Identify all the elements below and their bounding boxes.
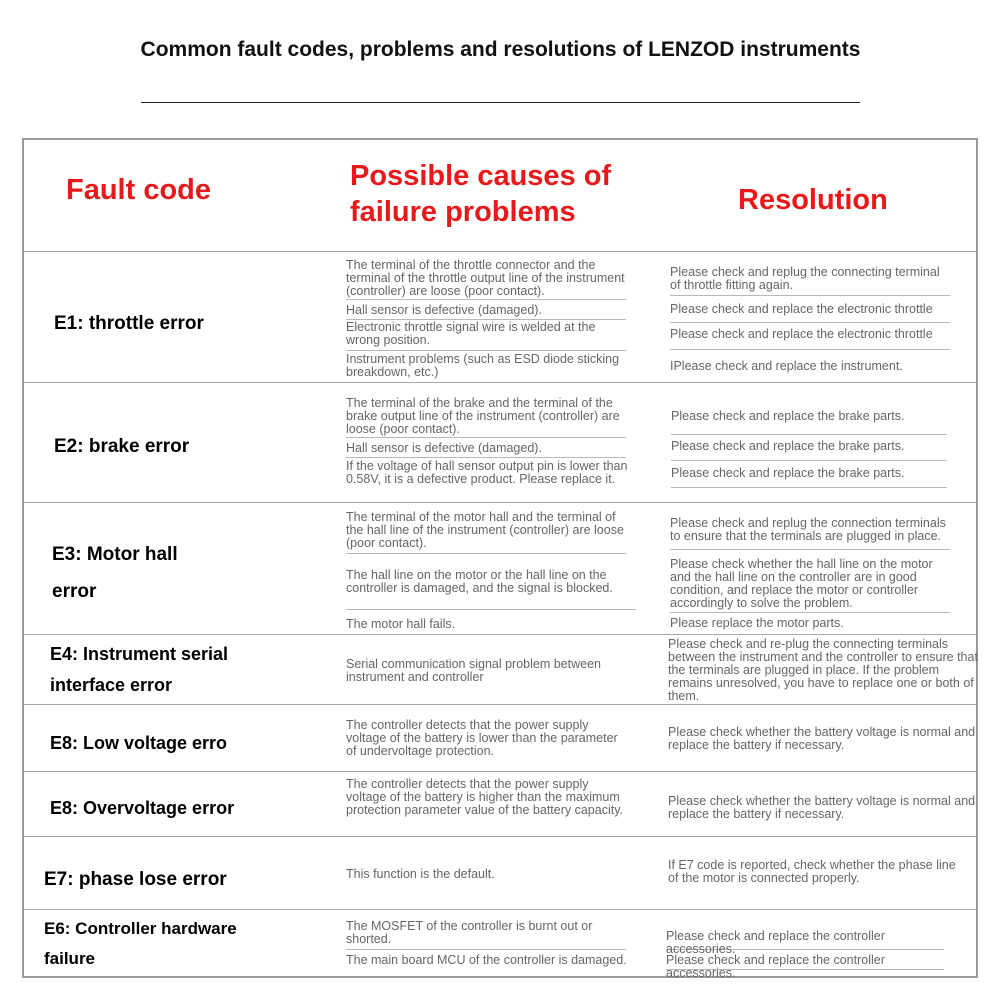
row-divider	[24, 836, 976, 837]
row-divider	[24, 382, 976, 383]
row-divider	[24, 502, 976, 503]
resolution-cell: Please check and replace the electronic throttle	[670, 303, 950, 323]
resolution-cell: Please check and replace the electronic throttle	[670, 328, 950, 350]
fault-code-e7: E7: phase lose error	[44, 869, 227, 890]
row-divider	[24, 634, 976, 635]
fault-code-e2: E2: brake error	[54, 436, 190, 457]
cause-cell: The main board MCU of the controller is damaged.	[346, 953, 627, 967]
fault-code-e8-over: E8: Overvoltage error	[50, 798, 235, 818]
resolution-cell: Please check whether the battery voltage is normal and replace the battery if necessary.	[668, 794, 976, 821]
cause-cell: The controller detects that the power supply voltage of the battery is higher than the maximum protection parameter value of the battery capacity.	[346, 777, 624, 817]
cause-cell: The terminal of the throttle connector and the terminal of the throttle output line of the instrument (controller) are loose (poor contact).	[346, 258, 625, 298]
cause-cell: The terminal of the brake and the terminal of the brake output line of the instrument (controller) are loose (poor contact).	[346, 397, 626, 438]
cause-cell: The MOSFET of the controller is burnt out or shorted.	[346, 920, 626, 950]
row-divider	[24, 771, 976, 772]
resolution-cell: IPlease check and replace the instrument.	[670, 359, 903, 373]
resolution-cell: Please check whether the hall line on the motor and the hall line on the controller are in good condition, and replace the motor or controller accordingly to solve the problem.	[670, 558, 950, 613]
fault-code-e6-line1: E6: Controller hardware	[44, 919, 237, 938]
cause-cell: This function is the default.	[346, 867, 495, 881]
fault-code-e6-line2: failure	[44, 949, 96, 968]
page-title: Common fault codes, problems and resolutions of LENZOD instruments	[140, 38, 861, 61]
row-divider	[24, 704, 976, 705]
cause-cell: Hall sensor is defective (damaged).	[346, 442, 626, 458]
fault-code-e3-line1: E3: Motor hall	[52, 544, 178, 565]
resolution-cell: Please check and replug the connection terminals to ensure that the terminals are plugged in place.	[670, 517, 950, 550]
resolution-cell: Please check and re-plug the connecting terminals between the instrument and the controller to ensure that the terminals are plugged in place. If the problem remains unresolved, you have to replace one or both of them.	[668, 637, 978, 703]
cause-cell: The motor hall fails.	[346, 617, 456, 631]
fault-code-e4-line1: E4: Instrument serial	[50, 644, 229, 664]
resolution-cell: Please check and replace the brake parts.	[671, 440, 947, 461]
title-divider	[141, 102, 860, 103]
resolution-cell: If E7 code is reported, check whether the phase line of the motor is connected properly.	[668, 858, 956, 885]
fault-code-e4-line2: interface error	[50, 675, 173, 695]
fault-code-e3-line2: error	[52, 581, 97, 602]
header-possible-causes: Possible causes of failure problems	[350, 160, 612, 228]
resolution-cell: Please check and replace the brake parts.	[671, 410, 947, 435]
resolution-cell: Please check and replace the brake parts.	[671, 467, 947, 488]
resolution-cell: Please check and replug the connecting terminal of throttle fitting again.	[670, 266, 950, 296]
cause-cell: Hall sensor is defective (damaged).	[346, 304, 626, 320]
resolution-cell: Please replace the motor parts.	[670, 616, 844, 630]
cause-cell: The hall line on the motor or the hall line on the controller is damaged, and the signal is blocked.	[346, 569, 636, 610]
cause-cell: If the voltage of hall sensor output pin is lower than 0.58V, it is a defective product. Please replace it.	[346, 459, 628, 486]
resolution-cell: Please check and replace the controller accessories.	[666, 930, 944, 950]
cause-cell: The controller detects that the power supply voltage of the battery is lower than the parameter of undervoltage protection.	[346, 718, 618, 758]
cause-cell: Electronic throttle signal wire is welded at the wrong position.	[346, 321, 626, 351]
fault-code-e1: E1: throttle error	[54, 313, 204, 334]
resolution-cell: Please check and replace the controller accessories.	[666, 954, 944, 970]
header-resolution: Resolution	[738, 184, 888, 216]
row-divider	[24, 251, 976, 252]
cause-cell: Serial communication signal problem between instrument and controller	[346, 657, 601, 684]
resolution-cell: Please check whether the battery voltage is normal and replace the battery if necessary.	[668, 725, 976, 752]
header-fault-code: Fault code	[66, 174, 212, 206]
cause-cell: Instrument problems (such as ESD diode sticking breakdown, etc.)	[346, 352, 620, 379]
row-divider	[24, 909, 976, 910]
fault-code-e8-low: E8: Low voltage erro	[50, 733, 228, 753]
fault-code-table	[22, 138, 978, 978]
cause-cell: The terminal of the motor hall and the terminal of the hall line of the instrument (controller) are loose (poor contact).	[346, 511, 626, 554]
